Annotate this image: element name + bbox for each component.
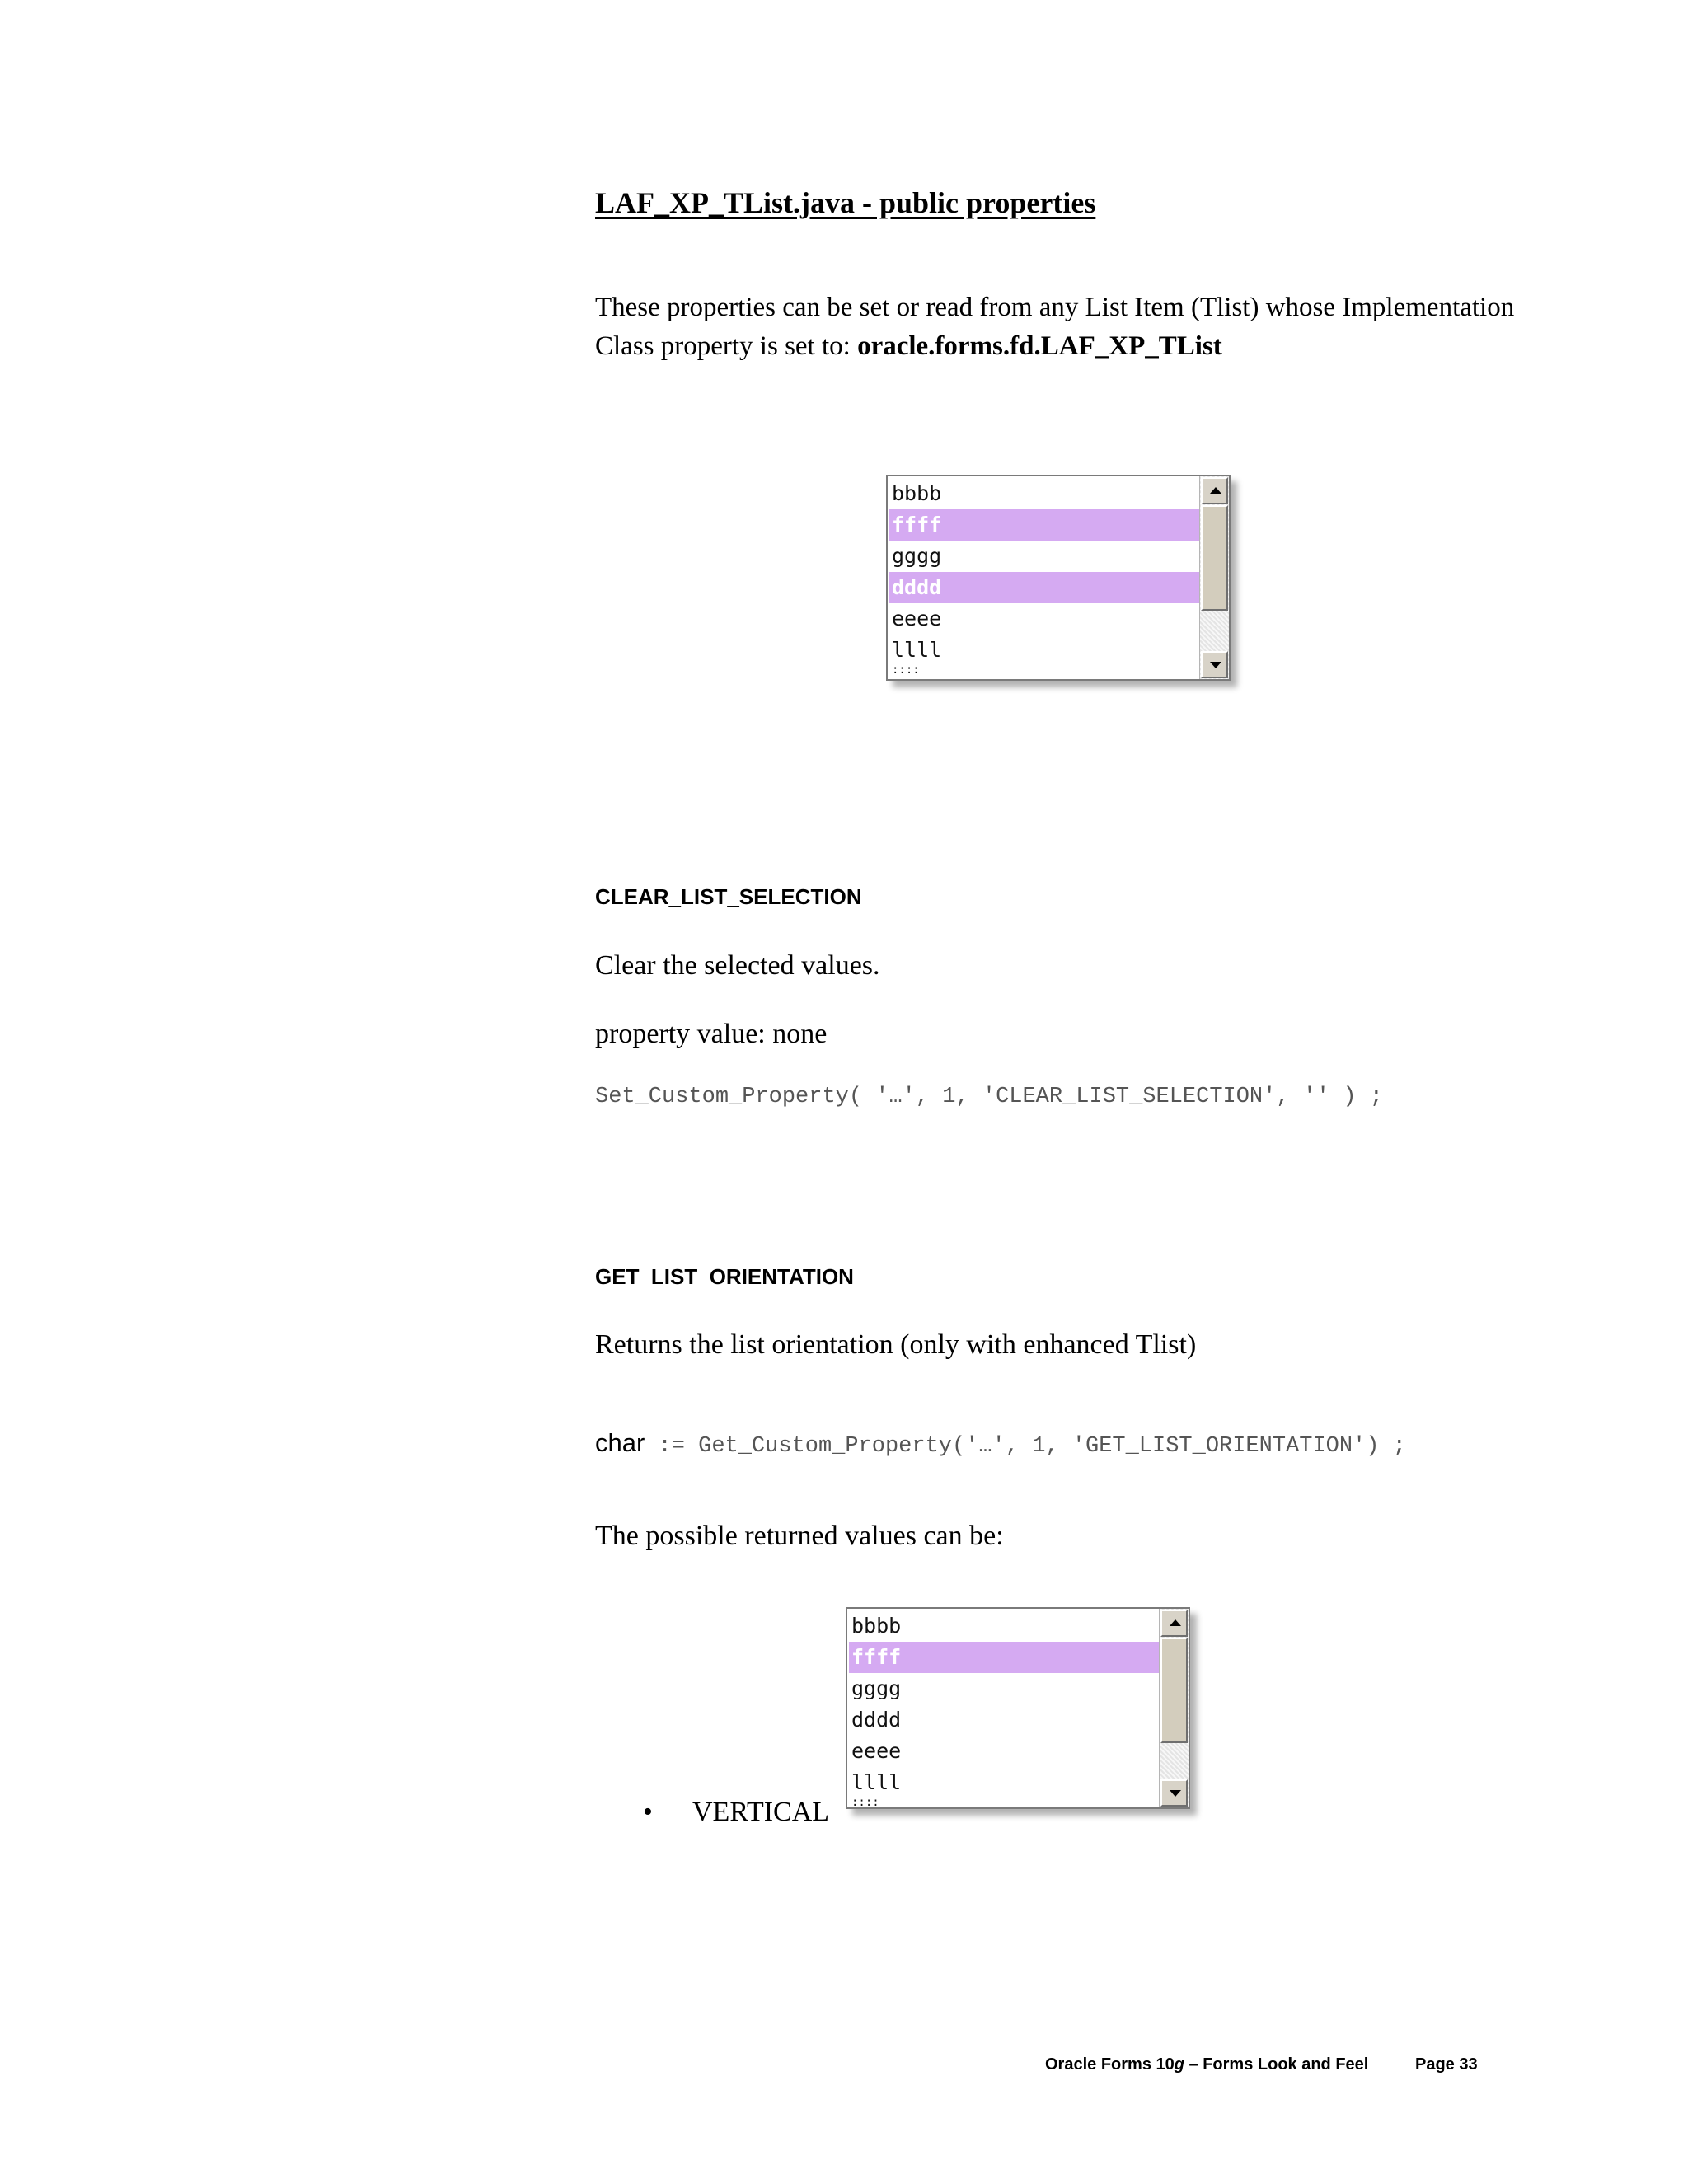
- page-title: LAF_XP_TList.java - public properties: [595, 186, 1096, 219]
- list-item[interactable]: bbbb: [851, 1614, 902, 1638]
- section-heading-clear-list-selection: CLEAR_LIST_SELECTION: [595, 884, 862, 909]
- scrollbar-thumb[interactable]: [1201, 505, 1228, 611]
- values-intro: The possible returned values can be:: [595, 1521, 1004, 1551]
- scroll-down-arrow-icon[interactable]: [1160, 1779, 1188, 1807]
- bullet-icon: •: [643, 1797, 653, 1827]
- code-return-type: char: [595, 1428, 645, 1457]
- list-item[interactable]: llll: [892, 638, 942, 662]
- list-item[interactable]: dddd: [889, 572, 1201, 603]
- list-item[interactable]: bbbb: [892, 481, 942, 505]
- scroll-down-arrow-icon[interactable]: [1201, 651, 1228, 678]
- clear-code-sample: Set_Custom_Property( '…', 1, 'CLEAR_LIST_SELECTION', '' ) ;: [595, 1085, 1383, 1109]
- list-item[interactable]: ffff: [889, 509, 1201, 541]
- vertical-scrollbar[interactable]: [1159, 1609, 1189, 1807]
- scroll-up-arrow-icon[interactable]: [1201, 477, 1228, 504]
- list-item[interactable]: ::::: [892, 666, 920, 677]
- orientation-description: Returns the list orientation (only with enhanced Tlist): [595, 1329, 1197, 1360]
- tlist-vertical-example[interactable]: [846, 1607, 1190, 1809]
- tlist-items: [889, 478, 1201, 677]
- section-heading-get-list-orientation: GET_LIST_ORIENTATION: [595, 1264, 854, 1289]
- list-item[interactable]: dddd: [851, 1708, 902, 1732]
- code-call: := Get_Custom_Property('…', 1, 'GET_LIST_ORIENTATION') ;: [645, 1434, 1406, 1459]
- orientation-code-sample: [595, 1428, 1406, 1459]
- clear-property-value: property value: none: [595, 1019, 828, 1049]
- tlist-multi-select-example[interactable]: [886, 475, 1231, 681]
- scroll-up-arrow-icon[interactable]: [1160, 1610, 1188, 1637]
- value-vertical: VERTICAL: [692, 1797, 830, 1827]
- vertical-scrollbar[interactable]: [1199, 476, 1229, 679]
- list-item[interactable]: eeee: [851, 1739, 902, 1763]
- list-item[interactable]: gggg: [851, 1676, 902, 1700]
- scrollbar-thumb[interactable]: [1160, 1638, 1188, 1743]
- implementation-class-name: oracle.forms.fd.LAF_XP_TList: [857, 331, 1222, 361]
- tlist-items: [849, 1610, 1160, 1809]
- intro-text: These properties can be set or read from any List Item (Tlist) whose Implementation Class property is set to:: [595, 293, 1515, 361]
- list-item[interactable]: gggg: [892, 544, 942, 568]
- list-item[interactable]: ::::: [851, 1798, 879, 1809]
- list-item[interactable]: eeee: [892, 607, 942, 630]
- clear-description: Clear the selected values.: [595, 950, 880, 981]
- footer-page-number: Page 33: [1415, 2055, 1478, 2074]
- list-item[interactable]: ffff: [849, 1642, 1160, 1673]
- footer-document-title: Oracle Forms 10g – Forms Look and Feel: [1045, 2055, 1369, 2074]
- list-item[interactable]: llll: [851, 1770, 902, 1794]
- intro-paragraph: [595, 288, 1568, 366]
